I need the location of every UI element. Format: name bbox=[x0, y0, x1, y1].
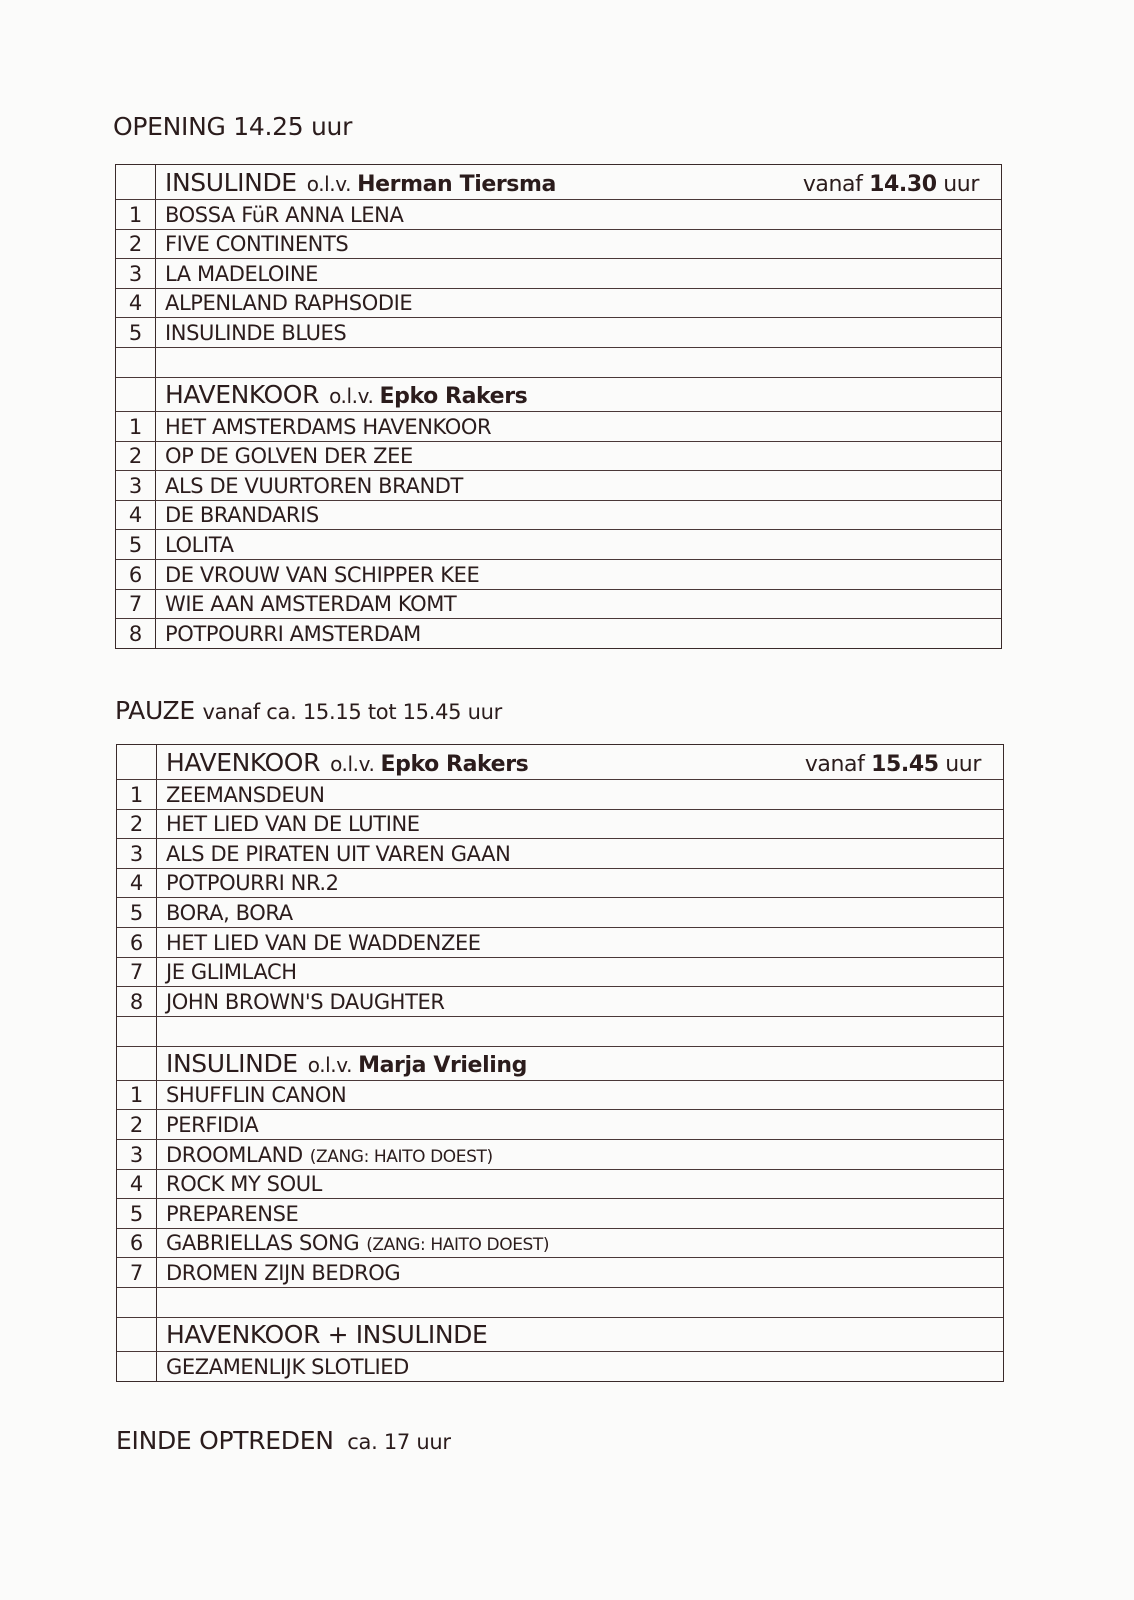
song-number: 2 bbox=[117, 810, 157, 839]
song-row bbox=[117, 1109, 1003, 1139]
song-title: PERFIDIA bbox=[166, 1112, 259, 1137]
song-number: 1 bbox=[116, 412, 156, 441]
ensemble-header-row bbox=[117, 1046, 1003, 1080]
song-number: 5 bbox=[117, 1199, 157, 1228]
ensemble-cell bbox=[157, 1318, 1003, 1351]
song-number bbox=[117, 1017, 157, 1046]
song-row bbox=[117, 1198, 1003, 1228]
song-number: 4 bbox=[117, 1170, 157, 1199]
song-row bbox=[116, 317, 1001, 347]
ensemble-name: INSULINDE bbox=[166, 1048, 298, 1078]
song-number: 6 bbox=[117, 1229, 157, 1258]
song-title: ALS DE VUURTOREN BRANDT bbox=[165, 473, 463, 498]
song-row bbox=[117, 927, 1003, 957]
song-title-cell bbox=[157, 1258, 1003, 1287]
song-title: DROMEN ZIJN BEDROG bbox=[166, 1260, 401, 1285]
song-title: PREPARENSE bbox=[166, 1201, 299, 1226]
ensemble-header-row bbox=[116, 377, 1001, 411]
song-number: 1 bbox=[117, 1081, 157, 1110]
song-title-cell bbox=[157, 1081, 1003, 1110]
conductor-name: Herman Tiersma bbox=[357, 172, 556, 197]
olv-label: o.l.v. bbox=[307, 1052, 353, 1077]
song-title: GEZAMENLIJK SLOTLIED bbox=[166, 1354, 409, 1379]
ensemble-name: INSULINDE bbox=[165, 168, 297, 197]
song-title: LA MADELOINE bbox=[165, 261, 318, 286]
ensemble-header-row bbox=[116, 165, 1001, 199]
song-number: 1 bbox=[116, 200, 156, 229]
song-number: 5 bbox=[117, 898, 157, 927]
program-table-part-2 bbox=[116, 744, 1004, 1382]
song-title: FIVE CONTINENTS bbox=[165, 232, 349, 257]
song-title: ROCK MY SOUL bbox=[166, 1172, 322, 1197]
song-number: 6 bbox=[117, 928, 157, 957]
song-title-cell bbox=[156, 289, 1001, 318]
song-title-cell bbox=[157, 1352, 1003, 1381]
song-title: ALPENLAND RAPHSODIE bbox=[165, 291, 413, 316]
song-title-cell bbox=[157, 958, 1003, 987]
song-row bbox=[116, 441, 1001, 471]
end-time: ca. 17 uur bbox=[347, 1430, 451, 1454]
time-suffix: uur bbox=[943, 172, 979, 197]
song-number: 8 bbox=[117, 987, 157, 1016]
ensemble-header-row bbox=[117, 745, 1003, 779]
pause-time: vanaf ca. 15.15 tot 15.45 uur bbox=[202, 700, 502, 724]
time-suffix: uur bbox=[945, 752, 981, 777]
song-title-cell bbox=[157, 928, 1003, 957]
song-number: 2 bbox=[116, 230, 156, 259]
song-number: 2 bbox=[116, 442, 156, 471]
ensemble-title bbox=[166, 1049, 527, 1078]
song-row bbox=[117, 1139, 1003, 1169]
song-row bbox=[116, 288, 1001, 318]
song-title-cell bbox=[157, 987, 1003, 1016]
end-label: EINDE OPTREDEN bbox=[116, 1426, 334, 1455]
song-title: POTPOURRI NR.2 bbox=[166, 871, 339, 896]
song-row bbox=[116, 618, 1001, 648]
song-number: 4 bbox=[116, 289, 156, 318]
song-row bbox=[117, 809, 1003, 839]
song-number: 3 bbox=[116, 259, 156, 288]
song-title-cell bbox=[157, 1140, 1003, 1169]
song-title: HET AMSTERDAMS HAVENKOOR bbox=[165, 414, 492, 439]
song-row bbox=[117, 1169, 1003, 1199]
song-title: POTPOURRI AMSTERDAM bbox=[165, 621, 421, 646]
song-row bbox=[116, 199, 1001, 229]
song-title: BOSSA FüR ANNA LENA bbox=[165, 202, 404, 227]
song-title-cell bbox=[157, 1110, 1003, 1139]
ensemble-title bbox=[166, 1320, 487, 1349]
conductor-name: Epko Rakers bbox=[380, 752, 529, 777]
opening-time: 14.25 uur bbox=[233, 112, 353, 141]
song-number bbox=[117, 1288, 157, 1317]
end-heading bbox=[116, 1426, 451, 1455]
song-title: WIE AAN AMSTERDAM KOMT bbox=[165, 592, 457, 617]
song-number bbox=[117, 1352, 157, 1381]
song-title-cell bbox=[156, 318, 1001, 347]
song-title-cell bbox=[157, 1017, 1003, 1046]
song-title: GABRIELLAS SONG bbox=[166, 1231, 360, 1256]
song-title: DROOMLAND bbox=[166, 1142, 303, 1167]
song-title-cell bbox=[157, 839, 1003, 868]
time-prefix: vanaf bbox=[804, 752, 865, 777]
time-value: 14.30 bbox=[869, 172, 937, 197]
song-title: ALS DE PIRATEN UIT VAREN GAAN bbox=[166, 841, 511, 866]
song-title: HET LIED VAN DE WADDENZEE bbox=[166, 930, 481, 955]
song-title: HET LIED VAN DE LUTINE bbox=[166, 812, 420, 837]
ensemble-header-row bbox=[117, 1317, 1003, 1351]
blank-row bbox=[117, 1287, 1003, 1317]
song-number: 2 bbox=[117, 1110, 157, 1139]
song-title: INSULINDE BLUES bbox=[165, 320, 347, 345]
song-title-cell bbox=[156, 560, 1001, 589]
song-title: DE BRANDARIS bbox=[165, 503, 319, 528]
ensemble-name: HAVENKOOR bbox=[166, 748, 321, 777]
song-row bbox=[116, 258, 1001, 288]
song-note: (ZANG: HAITO DOEST) bbox=[366, 1235, 550, 1256]
song-row bbox=[117, 1257, 1003, 1287]
song-number: 8 bbox=[116, 619, 156, 648]
song-title-cell bbox=[157, 810, 1003, 839]
start-time bbox=[805, 752, 981, 777]
song-title-cell bbox=[156, 200, 1001, 229]
opening-heading bbox=[113, 112, 352, 141]
ensemble-name: HAVENKOOR + INSULINDE bbox=[166, 1319, 488, 1349]
song-number bbox=[117, 1318, 157, 1351]
song-title-cell bbox=[157, 898, 1003, 927]
ensemble-cell bbox=[156, 165, 1001, 199]
song-row bbox=[117, 1228, 1003, 1258]
song-row bbox=[117, 986, 1003, 1016]
song-number: 5 bbox=[116, 530, 156, 559]
song-title-cell bbox=[156, 412, 1001, 441]
program-table-part-1 bbox=[115, 164, 1002, 649]
blank-row bbox=[116, 347, 1001, 377]
opening-label: OPENING bbox=[113, 112, 226, 141]
song-row bbox=[117, 868, 1003, 898]
song-row bbox=[117, 1351, 1003, 1381]
song-title: OP DE GOLVEN DER ZEE bbox=[165, 444, 413, 469]
blank-row bbox=[117, 1016, 1003, 1046]
song-title-cell bbox=[156, 259, 1001, 288]
ensemble-cell bbox=[157, 745, 1003, 779]
song-number bbox=[116, 378, 156, 411]
song-title-cell bbox=[156, 230, 1001, 259]
song-number: 5 bbox=[116, 318, 156, 347]
conductor-name: Epko Rakers bbox=[379, 383, 528, 409]
song-number bbox=[117, 1047, 157, 1080]
song-title: SHUFFLIN CANON bbox=[166, 1083, 347, 1108]
song-title-cell bbox=[157, 1170, 1003, 1199]
song-title-cell bbox=[157, 1229, 1003, 1258]
ensemble-name: HAVENKOOR bbox=[165, 379, 320, 409]
song-number: 7 bbox=[117, 958, 157, 987]
song-title: JE GLIMLACH bbox=[166, 960, 297, 985]
song-title-cell bbox=[157, 780, 1003, 809]
song-title: LOLITA bbox=[165, 532, 234, 557]
song-title-cell bbox=[157, 869, 1003, 898]
song-row bbox=[117, 957, 1003, 987]
song-title: BORA, BORA bbox=[166, 900, 293, 925]
song-title-cell bbox=[156, 471, 1001, 500]
song-row bbox=[116, 589, 1001, 619]
song-title-cell bbox=[156, 619, 1001, 648]
song-title-cell bbox=[156, 442, 1001, 471]
song-number: 4 bbox=[117, 869, 157, 898]
song-number: 3 bbox=[117, 1140, 157, 1169]
song-number: 3 bbox=[116, 471, 156, 500]
song-title: DE VROUW VAN SCHIPPER KEE bbox=[165, 562, 480, 587]
song-row bbox=[117, 779, 1003, 809]
song-row bbox=[116, 229, 1001, 259]
song-number: 7 bbox=[116, 590, 156, 619]
ensemble-title bbox=[165, 380, 527, 409]
song-title-cell bbox=[156, 530, 1001, 559]
song-row bbox=[116, 559, 1001, 589]
time-value: 15.45 bbox=[871, 752, 939, 777]
song-row bbox=[116, 529, 1001, 559]
start-time bbox=[803, 172, 979, 197]
song-row bbox=[116, 500, 1001, 530]
ensemble-cell bbox=[156, 378, 1001, 411]
song-number bbox=[117, 745, 157, 779]
song-number: 4 bbox=[116, 501, 156, 530]
ensemble-cell bbox=[157, 1047, 1003, 1080]
time-prefix: vanaf bbox=[802, 172, 863, 197]
olv-label: o.l.v. bbox=[330, 752, 375, 776]
song-title-cell bbox=[157, 1199, 1003, 1228]
olv-label: o.l.v. bbox=[329, 383, 374, 408]
song-row bbox=[117, 897, 1003, 927]
song-row bbox=[117, 838, 1003, 868]
song-row bbox=[116, 411, 1001, 441]
song-row bbox=[116, 470, 1001, 500]
conductor-name: Marja Vrieling bbox=[358, 1052, 527, 1078]
song-title-cell bbox=[156, 348, 1001, 377]
ensemble-title bbox=[166, 748, 528, 777]
song-number: 6 bbox=[116, 560, 156, 589]
song-number: 3 bbox=[117, 839, 157, 868]
song-number bbox=[116, 165, 156, 199]
song-title-cell bbox=[156, 501, 1001, 530]
song-number: 1 bbox=[117, 780, 157, 809]
olv-label: o.l.v. bbox=[306, 172, 352, 196]
pause-label: PAUZE bbox=[115, 696, 195, 725]
song-note: (ZANG: HAITO DOEST) bbox=[309, 1146, 493, 1167]
song-row bbox=[117, 1080, 1003, 1110]
song-title-cell bbox=[157, 1288, 1003, 1317]
song-title-cell bbox=[156, 590, 1001, 619]
song-title: ZEEMANSDEUN bbox=[166, 782, 325, 807]
song-number bbox=[116, 348, 156, 377]
ensemble-title bbox=[165, 168, 556, 197]
song-title: JOHN BROWN'S DAUGHTER bbox=[166, 989, 445, 1014]
song-number: 7 bbox=[117, 1258, 157, 1287]
pause-heading bbox=[115, 696, 502, 725]
